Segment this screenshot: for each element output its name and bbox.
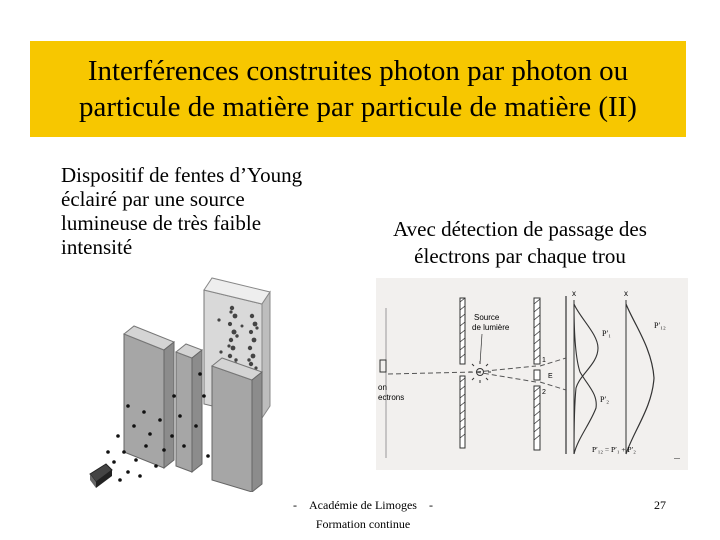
slit-plate-3 [212,366,252,492]
second-barrier [534,298,540,450]
figure-background [376,278,688,470]
footer-institution: Académie de Limoges [309,498,417,512]
label-p12-top: P′₁₂ [654,321,666,330]
source-label-1: Source [474,313,500,322]
slit-label-2: 2 [542,389,546,396]
right-caption: Avec détection de passage des électrons par chaque trou [393,217,647,268]
label-p2: P′₂ [600,395,609,404]
footer-dash-left: - [293,498,298,512]
title-banner [30,41,686,137]
slit-plate-3-side [252,372,262,492]
left-label-2: ectrons [378,393,405,402]
slit-plate-2-side [192,350,202,472]
footer-department: Formation continue [315,517,411,531]
left-label-1: on [378,383,387,392]
footer-dash-right: - [428,498,433,512]
slit-plate-1 [124,334,164,468]
young-slits-figure [84,276,304,492]
slit-label-1: 1 [542,357,546,364]
electron-detection-figure [376,278,688,470]
slit-plate-2 [176,352,192,472]
label-p12-bottom: P′₁₂ = P′₁ + P′₂ [592,445,636,454]
axis-x-label-1: x [572,289,576,298]
slide-title: Interférences construites photon par photon ou particule de matière par particule de matière (II) [79,55,637,123]
page-number: 27 [654,498,666,512]
label-p1: P′₁ [602,329,611,338]
footer-institution-block [278,496,448,534]
detection-screen-edge [262,292,270,418]
edge-label: E [548,373,553,380]
axis-x-label-2: x [624,289,628,298]
left-caption: Dispositif de fentes d’Young éclairé par une source lumineuse de très faible intensité [61,163,303,259]
source-label-2: de lumière [472,323,510,332]
label-small-mark: — [674,456,680,462]
